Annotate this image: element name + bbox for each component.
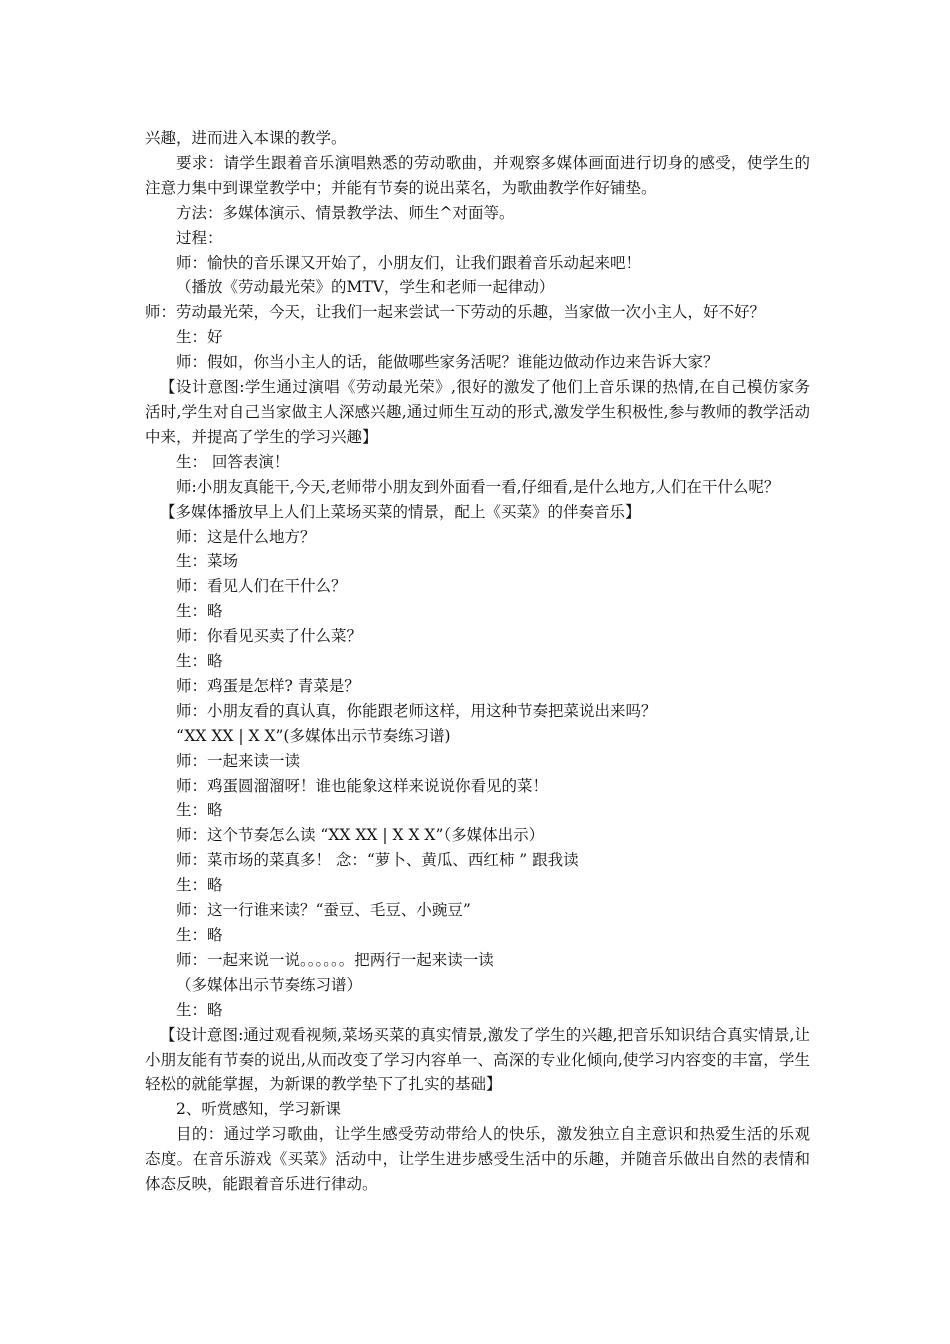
- paragraph: 生：略: [176, 602, 223, 621]
- paragraph: 生：略: [176, 926, 223, 944]
- paragraph: 师：劳动最光荣，今天，让我们一起来尝试一下劳动的乐趣，当家做一次小主人，好不好？: [145, 303, 766, 322]
- paragraph: 目的：通过学习歌曲，让学生感受劳动带给人的快乐，激发独立自主意识和热爱生活的乐观态度。在音乐游戏《买菜》活动中，让学生进步感受生活中的乐趣，并随音乐做出自然的表情和体态反映，能跟着音乐进行律动。: [145, 1125, 810, 1194]
- paragraph: 师：愉快的音乐课又开始了，小朋友们，让我们跟着音乐动起来吧！: [176, 253, 642, 272]
- paragraph: 2、听赏感知，学习新课: [176, 1100, 341, 1119]
- paragraph: 生： 回答表演！: [176, 452, 290, 471]
- paragraph: 师：假如，你当小主人的话，能做哪些家务活呢？谁能边做动作边来告诉大家？: [176, 353, 719, 372]
- paragraph: 师：小朋友看的真认真，你能跟老师这样，用这种节奏把菜说出来吗？: [176, 701, 657, 720]
- paragraph: 师：看见人们在干什么？: [176, 577, 347, 596]
- paragraph: 兴趣，进而进入本课的教学。: [145, 129, 347, 147]
- document-page: [145, 126, 810, 1197]
- paragraph: 要求：请学生跟着音乐演唱熟悉的劳动歌曲，并观察多媒体画面进行切身的感受，使学生的注意力集中到课堂教学中；并能有节奏的说出菜名，为歌曲教学作好铺垫。: [145, 153, 810, 197]
- paragraph: 生：略: [176, 876, 223, 895]
- paragraph: 方法：多媒体演示、情景教学法、师生^对面等。: [176, 203, 515, 222]
- paragraph: 生：菜场: [176, 552, 239, 571]
- paragraph: 师：这个节奏怎么读 “XX XX | X X X”（多媒体出示）: [176, 826, 545, 845]
- paragraph: 生：略: [176, 652, 223, 671]
- paragraph: 【设计意图:通过观看视频,菜场买菜的真实情景,激发了学生的兴趣,把音乐知识结合真实情景,让小朋友能有节奏的说出,从而改变了学习内容单一、高深的专业化倾向,使学习内容变的丰富，学生轻松的就能掌握，为新课的教学垫下了扎实的基础】: [145, 1025, 810, 1094]
- paragraph: 师：这是什么地方？: [176, 527, 316, 546]
- paragraph: 生：好: [176, 328, 223, 347]
- paragraph: 【多媒体播放早上人们上菜场买菜的情景，配上《买菜》的伴奏音乐】: [160, 502, 641, 521]
- paragraph: （多媒体出示节奏练习谱）: [176, 975, 363, 994]
- paragraph: 【设计意图:学生通过演唱《劳动最光荣》,很好的激发了他们上音乐课的热情,在自己模仿家务活时,学生对自己当家做主人深感兴趣,通过师生互动的形式,激发学生积极性,参与教师的教学活动中来，并提高了学生的学习兴趣】: [145, 378, 810, 446]
- paragraph: 师：鸡蛋圆溜溜呀！谁也能象这样来说说你看见的菜！: [176, 776, 549, 795]
- paragraph: （播放《劳动最光荣》的MTV，学生和老师一起律动）: [176, 278, 555, 297]
- paragraph: 师：一起来读一读: [176, 751, 301, 770]
- paragraph: 师：一起来说一说。。。。。。把两行一起来读一读: [176, 950, 494, 969]
- paragraph: 师：这一行谁来读？“蚕豆、毛豆、小豌豆”: [176, 901, 471, 920]
- paragraph: 过程：: [176, 228, 223, 247]
- paragraph: 生：略: [176, 801, 223, 820]
- paragraph: 生：略: [176, 1000, 223, 1019]
- paragraph: 师:小朋友真能干,今天,老师带小朋友到外面看一看,仔细看,是什么地方,人们在干什么呢？: [176, 477, 780, 496]
- paragraph: 师：菜市场的菜真多！ 念：“萝卜、黄瓜、西红柿 ” 跟我读: [176, 851, 579, 870]
- paragraph: 师：鸡蛋是怎样? 青菜是？: [176, 676, 360, 695]
- paragraph: “XX XX | X X”(多媒体出示节奏练习谱): [176, 726, 451, 745]
- paragraph: 师：你看见买卖了什么菜？: [176, 627, 363, 646]
